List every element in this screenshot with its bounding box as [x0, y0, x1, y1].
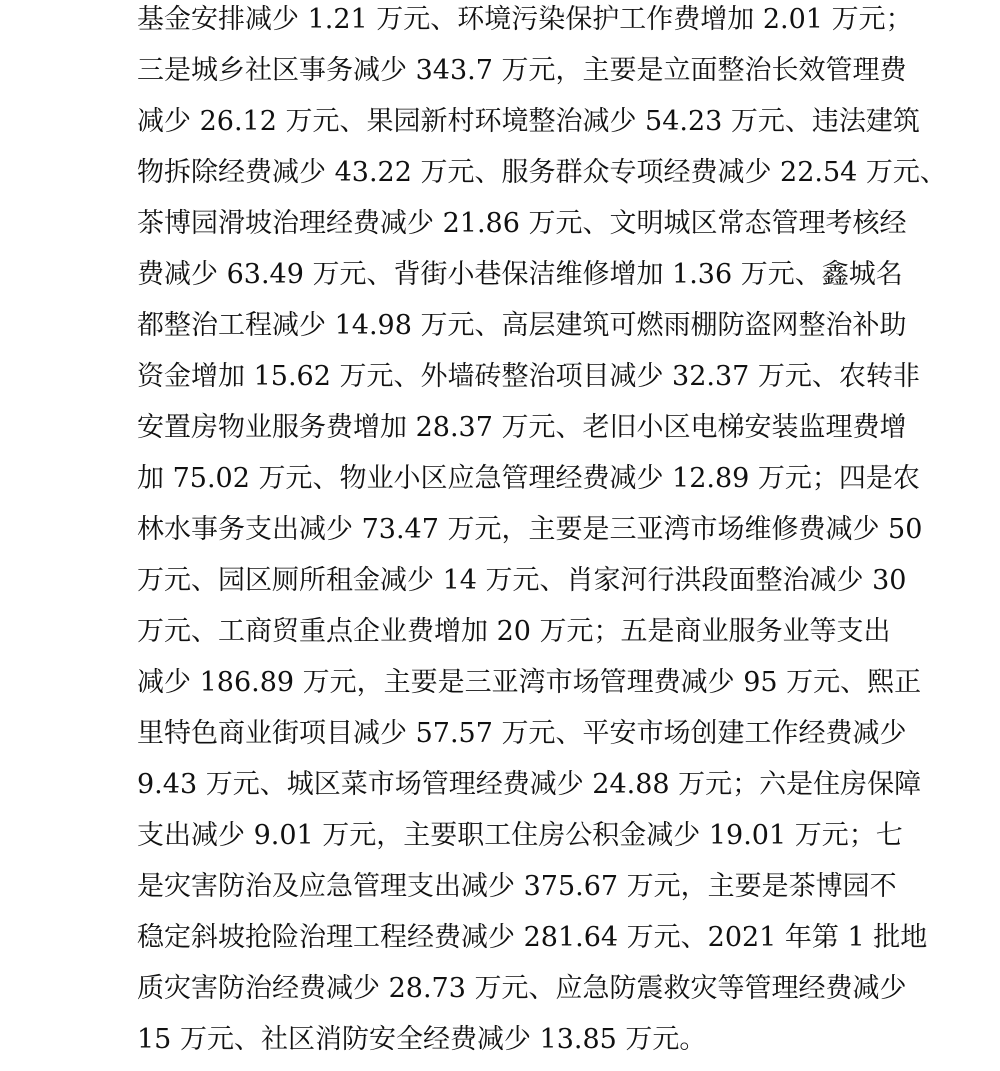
text-line-6: 费减少 63.49 万元、背街小巷保洁维修增加 1.36 万元、鑫城名 — [137, 259, 903, 290]
body-paragraph — [137, 0, 947, 1071]
text-line-12: 万元、园区厕所租金减少 14 万元、肖家河行洪段面整治减少 30 — [137, 565, 907, 596]
text-line-1: 基金安排减少 1.21 万元、环境污染保护工作费增加 2.01 万元； — [137, 4, 913, 35]
text-line-19: 稳定斜坡抢险治理工程经费减少 281.64 万元、2021 年第 1 批地 — [137, 922, 928, 953]
text-line-18: 是灾害防治及应急管理支出减少 375.67 万元，主要是茶博园不 — [137, 871, 897, 902]
text-line-5: 茶博园滑坡治理经费减少 21.86 万元、文明城区常态管理考核经 — [137, 208, 907, 239]
text-line-14: 减少 186.89 万元，主要是三亚湾市场管理费减少 95 万元、熙正 — [137, 667, 922, 698]
text-line-10: 加 75.02 万元、物业小区应急管理经费减少 12.89 万元；四是农 — [137, 463, 920, 494]
text-line-9: 安置房物业服务费增加 28.37 万元、老旧小区电梯安装监理费增 — [137, 412, 907, 443]
text-line-11: 林水事务支出减少 73.47 万元，主要是三亚湾市场维修费减少 50 — [137, 514, 923, 545]
text-line-3: 减少 26.12 万元、果园新村环境整治减少 54.23 万元、违法建筑 — [137, 106, 920, 137]
text-line-17: 支出减少 9.01 万元，主要职工住房公积金减少 19.01 万元；七 — [137, 820, 903, 851]
text-line-15: 里特色商业街项目减少 57.57 万元、平安市场创建工作经费减少 — [137, 718, 907, 749]
text-line-2: 三是城乡社区事务减少 343.7 万元，主要是立面整治长效管理费 — [137, 55, 907, 86]
text-line-16: 9.43 万元、城区菜市场管理经费减少 24.88 万元；六是住房保障 — [137, 769, 922, 800]
text-line-13: 万元、工商贸重点企业费增加 20 万元；五是商业服务业等支出 — [137, 616, 891, 647]
text-line-8: 资金增加 15.62 万元、外墙砖整治项目减少 32.37 万元、农转非 — [137, 361, 920, 392]
text-line-20: 质灾害防治经费减少 28.73 万元、应急防震救灾等管理经费减少 — [137, 973, 907, 1004]
text-line-4: 物拆除经费减少 43.22 万元、服务群众专项经费减少 22.54 万元、 — [137, 157, 947, 188]
text-line-21: 15 万元、社区消防安全经费减少 13.85 万元。 — [137, 1024, 707, 1055]
text-line-7: 都整治工程减少 14.98 万元、高层建筑可燃雨棚防盗网整治补助 — [137, 310, 907, 341]
